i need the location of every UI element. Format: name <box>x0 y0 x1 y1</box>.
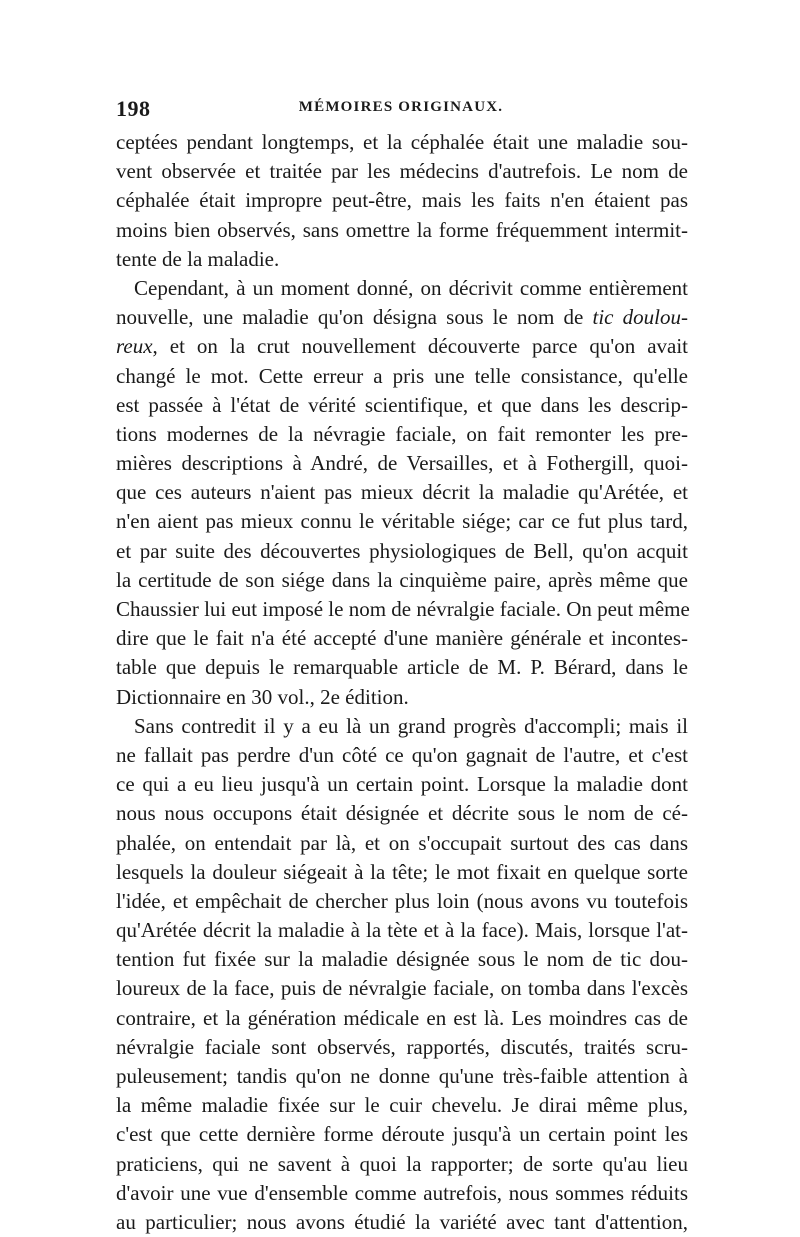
text-line: dire que le fait n'a été accepté d'une manière générale et incontes- <box>116 626 688 651</box>
text-line <box>116 303 688 332</box>
text-line: c'est que cette dernière forme déroute jusqu'à un certain point les <box>116 1122 688 1147</box>
text-line: névralgie faciale sont observés, rapportés, discutés, traités scru- <box>116 1034 688 1059</box>
text-line: table que depuis le remarquable article de M. P. Bérard, dans le <box>116 655 688 680</box>
text-line: praticiens, qui ne savent à quoi la rapporter; de sorte qu'au lieu <box>116 1151 688 1176</box>
text-line: puleusement; tandis qu'on ne donne qu'une très-faible attention à <box>116 1064 688 1088</box>
text-line: Cependant, à un moment donné, on décrivit comme entièrement <box>134 275 688 300</box>
text-line: Sans contredit il y a eu là un grand progrès d'accompli; mais il <box>134 713 688 738</box>
text-line: la même maladie fixée sur le cuir chevelu. Je dirai même plus, <box>116 1093 688 1118</box>
text-line: n'en aient pas mieux connu le véritable siége; car ce fut plus tard, <box>116 509 688 534</box>
text-line: tente de la maladie. <box>116 246 280 271</box>
text-line: est passée à l'état de vérité scientifique, et que dans les descrip- <box>116 392 688 417</box>
text-line: qu'Arétée décrit la maladie à la tète et à la face). Mais, lorsque l'at- <box>116 918 688 943</box>
text-line: moins bien observés, sans omettre la forme fréquemment intermit- <box>116 217 688 242</box>
paragraph <box>116 712 688 1237</box>
paragraph <box>116 274 688 712</box>
text-line: d'avoir une vue d'ensemble comme autrefois, nous sommes réduits <box>116 1180 688 1205</box>
paragraph <box>116 128 688 274</box>
text-line: ne fallait pas perdre d'un côté ce qu'on gagnait de l'autre, et c'est <box>116 742 688 767</box>
text-line: Chaussier lui eut imposé le nom de névralgie faciale. On peut même <box>116 597 690 621</box>
page-header <box>116 96 686 126</box>
text-line: la certitude de son siége dans la cinquième paire, après même que <box>116 567 688 592</box>
text-line: que ces auteurs n'aient pas mieux décrit la maladie qu'Arétée, et <box>116 480 688 505</box>
page-number: 198 <box>116 96 151 121</box>
running-title: MÉMOIRES ORIGINAUX. <box>298 99 504 115</box>
text-line: mières descriptions à André, de Versailles, et à Fothergill, quoi- <box>116 451 688 476</box>
italic-term: tic doulou- <box>592 305 688 330</box>
text-line: nous nous occupons était désignée et décrite sous le nom de cé- <box>116 801 688 826</box>
text-line: ce qui a eu lieu jusqu'à un certain point. Lorsque la maladie dont <box>116 772 688 797</box>
text-line: au particulier; nous avons étudié la variété avec tant d'attention, <box>116 1209 688 1234</box>
body-text <box>116 128 688 1237</box>
text-line: lesquels la douleur siégeait à la tête; le mot fixait en quelque sorte <box>116 859 688 884</box>
text-line: céphalée était impropre peut-être, mais les faits n'en étaient pas <box>116 188 688 213</box>
text-line: tions modernes de la névragie faciale, on fait remonter les pre- <box>116 421 688 446</box>
text-line: ceptées pendant longtemps, et la céphalée était une maladie sou- <box>116 130 688 154</box>
text-line: loureux de la face, puis de névralgie faciale, on tomba dans l'excès <box>116 976 688 1001</box>
text-line: tention fut fixée sur la maladie désignée sous le nom de tic dou- <box>116 947 688 972</box>
text-line: l'idée, et empêchait de chercher plus loin (nous avons vu toutefois <box>116 888 688 913</box>
text-line <box>116 332 688 361</box>
italic-term: reux <box>116 334 153 359</box>
text-line: contraire, et la génération médicale en est là. Les moindres cas de <box>116 1005 688 1030</box>
text-line: vent observée et traitée par les médecins d'autrefois. Le nom de <box>116 159 688 184</box>
text-line: phalée, on entendait par là, et on s'occupait surtout des cas dans <box>116 830 688 855</box>
text-line: changé le mot. Cette erreur a pris une telle consistance, qu'elle <box>116 363 688 388</box>
text-line: et par suite des découvertes physiologiques de Bell, qu'on acquit <box>116 538 688 563</box>
text-run: , et on la crut nouvellement découverte parce qu'on avait <box>152 334 688 359</box>
text-line: Dictionnaire en 30 vol., 2e édition. <box>116 684 409 709</box>
text-run: nouvelle, une maladie qu'on désigna sous le nom de <box>116 305 593 330</box>
